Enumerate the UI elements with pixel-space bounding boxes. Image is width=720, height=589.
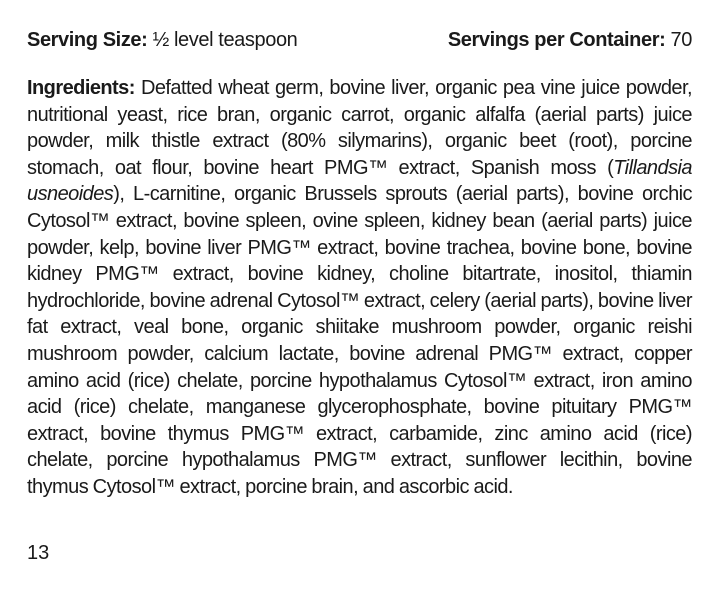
servings-per-container (448, 27, 692, 53)
serving-size (27, 27, 297, 53)
ingredients-paragraph (27, 75, 692, 501)
serving-info-row (27, 27, 692, 53)
serving-size-label: Serving Size: (27, 29, 148, 51)
ingredients-label: Ingredients: (27, 77, 135, 99)
ingredients-italic-species: Tillandsia usneoides (27, 156, 692, 206)
ingredients-text-part2: ), L-carnitine, organic Brussels sprouts (aerial parts), bovine orchic Cytosol™ extract, bovine spleen, ovine spleen, kidney bean (aerial parts) juice powder, kelp, bovine liver PMG™ extract, bovine trachea, bovine bone, bovine kidney PMG™ extract, bovine kidney, choline bitartrate, inositol, thiamin hydrochloride, bovine adrenal Cytosol™ extract, celery (aerial parts), bovine liver fat extract, veal bone, organic shiitake mushroom powder, organic reishi mushroom powder, calcium lactate, bovine adrenal PMG™ extract, copper amino acid (rice) chelate, porcine hypothalamus Cytosol™ extract, iron amino acid (rice) chelate, manganese glycerophosphate, bovine pituitary PMG™ extract, bovine thymus PMG™ extract, carbamide, zinc amino acid (rice) chelate, porcine hypothalamus PMG™ extract, sunflower lecithin, bovine thymus Cytosol™ extract, porcine brain, and ascorbic acid. (27, 183, 692, 498)
ingredients-text-part1: Defatted wheat germ, bovine liver, organic pea vine juice powder, nutritional yeast, rice bran, organic carrot, organic alfalfa (aerial parts) juice powder, milk thistle extract (80% silymarins), organic beet (root), porcine stomach, oat flour, bovine heart PMG™ extract, Spanish moss ( (27, 77, 692, 179)
servings-per-container-value: 70 (670, 29, 692, 51)
page-number: 13 (27, 542, 50, 564)
servings-per-container-label: Servings per Container: (447, 29, 666, 51)
serving-size-value: ½ level teaspoon (152, 29, 298, 51)
